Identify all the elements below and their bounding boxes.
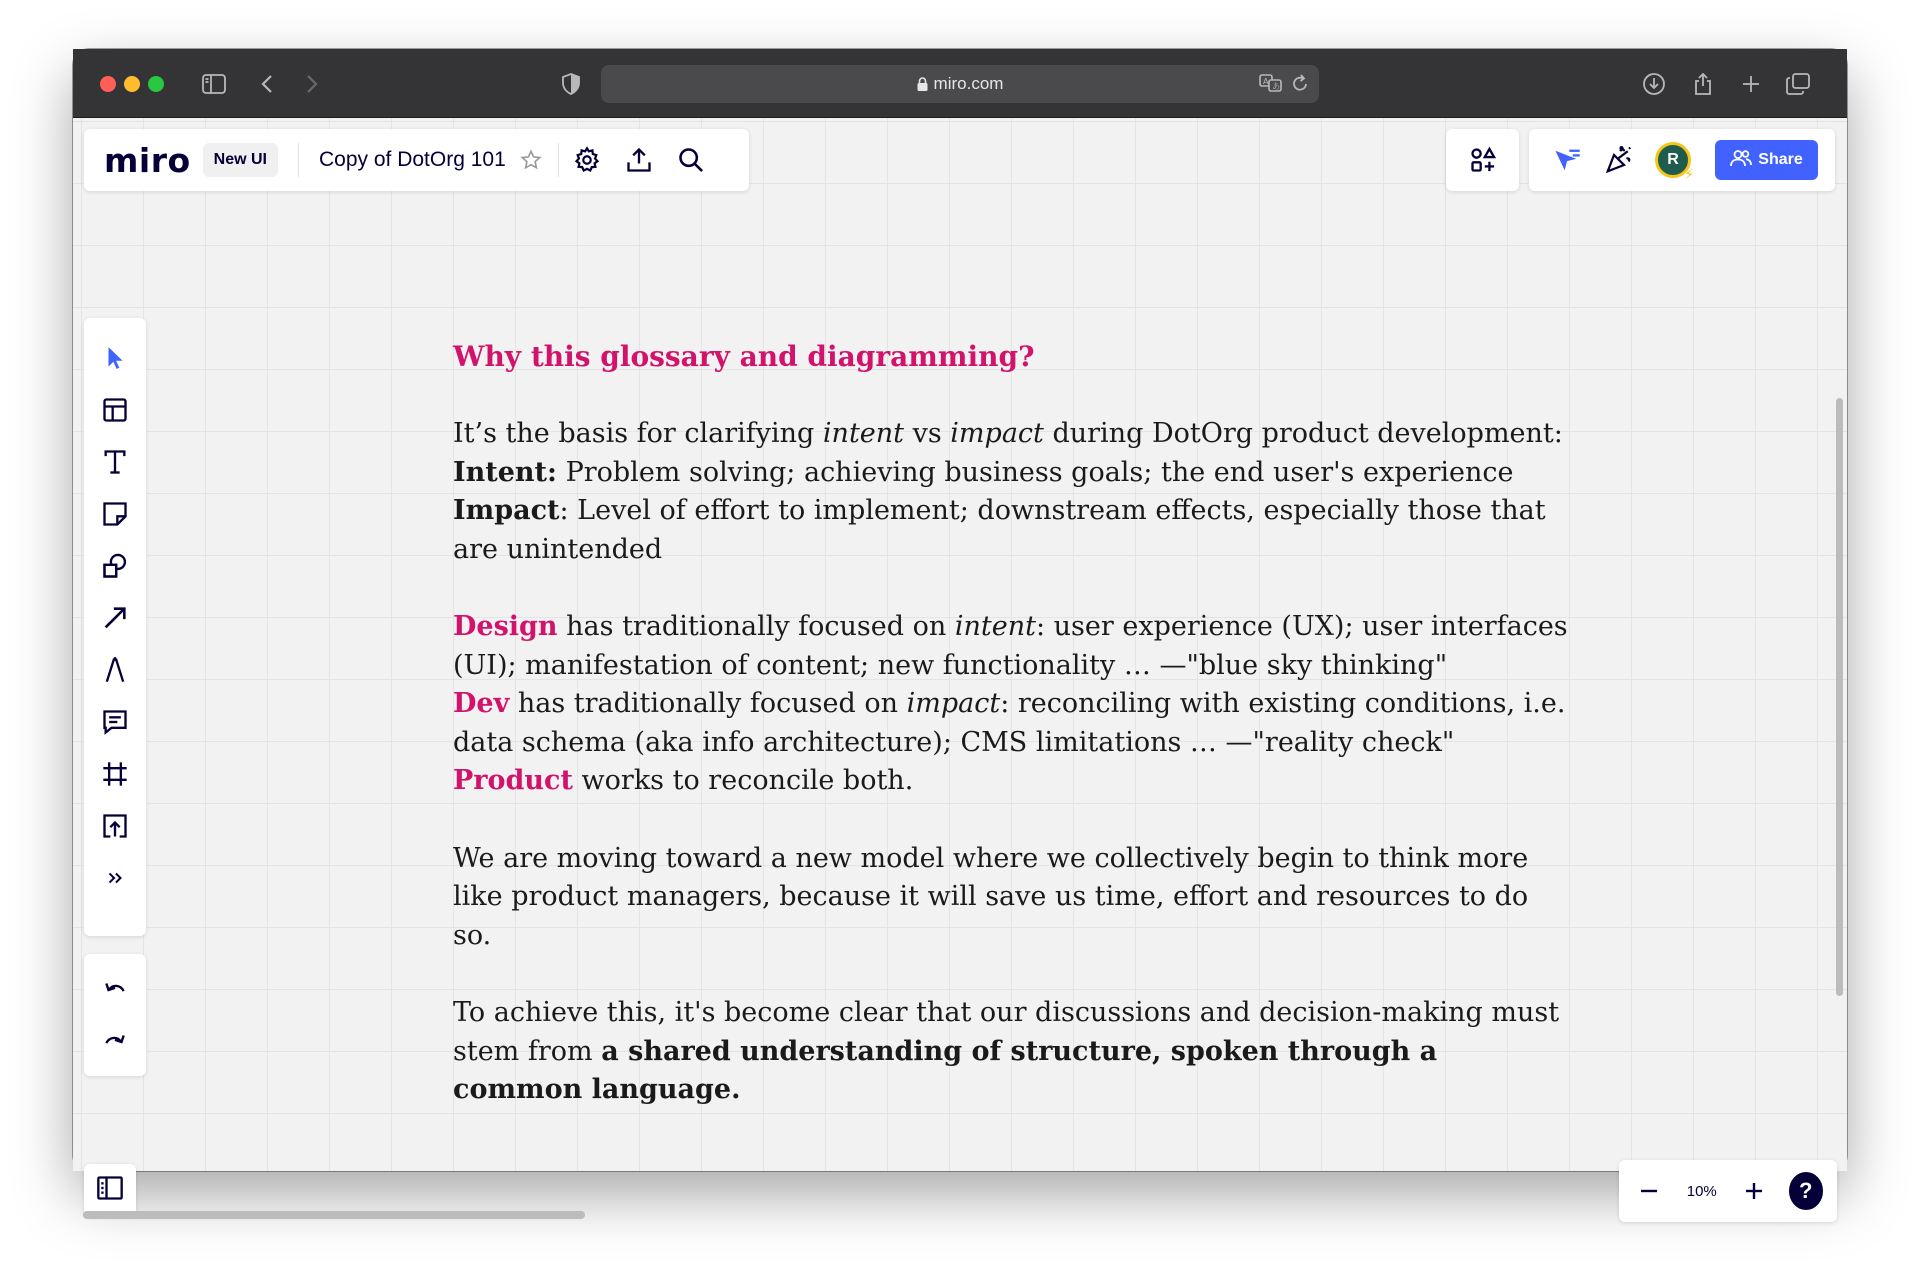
glossary-text-block[interactable] — [453, 338, 1573, 1149]
text-run: a shared understanding of structure, spoken through a common language. — [453, 1035, 1438, 1105]
text-run: impact — [950, 418, 1044, 449]
templates-icon[interactable] — [93, 388, 137, 432]
lock-icon — [917, 77, 928, 91]
settings-gear-icon[interactable] — [569, 142, 605, 178]
privacy-shield-icon[interactable] — [558, 71, 584, 97]
forward-icon[interactable] — [299, 71, 325, 97]
history-toolbar — [84, 954, 146, 1076]
shared-understanding-paragraph — [453, 994, 1573, 1110]
redo-icon[interactable] — [93, 1020, 137, 1064]
text-run: To achieve this, it's become clear that our discussions and decision-making must stem from — [453, 997, 1560, 1067]
select-cursor-icon[interactable] — [93, 336, 137, 380]
search-icon[interactable] — [673, 142, 709, 178]
svg-text:あ: あ — [1272, 82, 1280, 91]
text-run: intent — [954, 611, 1036, 642]
text-run: intent — [822, 418, 905, 449]
apps-shapes-icon[interactable] — [1465, 142, 1501, 178]
url-text: miro.com — [933, 74, 1004, 93]
text-run: vs — [904, 418, 951, 449]
undo-icon[interactable] — [93, 968, 137, 1012]
reload-icon[interactable] — [1291, 73, 1309, 98]
connection-line-icon[interactable] — [93, 596, 137, 640]
share-sheet-icon[interactable] — [1690, 71, 1716, 97]
minimize-window-button[interactable] — [124, 76, 140, 92]
downloads-icon[interactable] — [1641, 71, 1667, 97]
text-run: during DotOrg product development: — [1043, 418, 1563, 449]
cursor-follow-icon[interactable] — [1549, 142, 1585, 178]
back-icon[interactable] — [254, 71, 280, 97]
impact-label: Impact — [453, 495, 560, 526]
new-ui-badge[interactable]: New UI — [203, 143, 278, 177]
reactions-party-icon[interactable] — [1601, 142, 1637, 178]
upload-icon[interactable] — [93, 804, 137, 848]
new-tab-icon[interactable] — [1738, 71, 1764, 97]
roles-paragraph — [453, 608, 1573, 801]
share-label: Share — [1758, 151, 1803, 168]
product-label: Product — [453, 765, 573, 796]
text-tool-icon[interactable] — [93, 440, 137, 484]
dev-label: Dev — [453, 688, 510, 719]
avatar-initial: R — [1667, 151, 1679, 168]
board-canvas[interactable] — [73, 118, 1847, 1203]
board-title[interactable]: Copy of DotOrg 101 — [319, 148, 506, 171]
apps-panel — [1446, 129, 1519, 191]
frame-icon[interactable] — [93, 752, 137, 796]
translate-icon[interactable] — [1259, 73, 1283, 98]
text-run: : Level of effort to implement; downstream effects, especially those that are unintended — [453, 495, 1546, 565]
divider — [558, 143, 559, 177]
star-icon[interactable] — [520, 149, 542, 171]
browser-window — [73, 49, 1847, 1203]
help-button[interactable]: ? — [1789, 1172, 1823, 1210]
zoom-controls — [1619, 1160, 1837, 1222]
tab-overview-icon[interactable] — [1785, 71, 1811, 97]
shapes-icon[interactable] — [93, 544, 137, 588]
svg-text:A: A — [1263, 77, 1269, 86]
board-panel-toggle[interactable] — [84, 1164, 136, 1216]
text-run: has traditionally focused on — [509, 688, 907, 719]
text-run: : reconciling with existing conditions, i.e. data schema (aka info architecture); CMS limitations … —"reality check" — [453, 688, 1566, 758]
board-header-panel — [84, 129, 749, 191]
zoom-in-icon[interactable] — [1738, 1173, 1771, 1209]
intent-impact-paragraph — [453, 415, 1573, 569]
text-run: It’s the basis for clarifying — [453, 418, 823, 449]
close-window-button[interactable] — [100, 76, 116, 92]
zoom-level[interactable]: 10% — [1686, 1182, 1717, 1200]
share-button[interactable] — [1715, 140, 1818, 180]
text-run: Problem solving; achieving business goals; the end user's experience — [556, 456, 1514, 488]
text-run: works to reconcile both. — [572, 765, 914, 796]
browser-titlebar — [73, 49, 1847, 118]
user-avatar[interactable] — [1655, 142, 1694, 182]
text-run: : user experience (UX); user interfaces (UI); manifestation of content; new functionality … —"blue sky thinking" — [453, 611, 1568, 681]
sidebar-toggle-icon[interactable] — [201, 71, 227, 97]
miro-logo[interactable]: miro — [104, 140, 191, 180]
zoom-window-button[interactable] — [148, 76, 164, 92]
text-run: impact — [906, 688, 1001, 719]
address-bar[interactable] — [601, 65, 1319, 103]
new-model-paragraph: We are moving toward a new model where we collectively begin to think more like product managers, because it will save us time, effort and resources to do so. — [453, 842, 1529, 951]
comment-icon[interactable] — [93, 700, 137, 744]
design-label: Design — [453, 611, 558, 642]
divider — [298, 143, 299, 177]
collaboration-panel — [1529, 129, 1835, 191]
vertical-scrollbar[interactable] — [1836, 398, 1843, 996]
users-icon — [1730, 149, 1752, 172]
pen-icon[interactable] — [93, 648, 137, 692]
zoom-out-icon[interactable] — [1633, 1173, 1666, 1209]
more-tools-icon[interactable] — [93, 856, 137, 900]
upload-export-icon[interactable] — [621, 142, 657, 178]
section-heading: Why this glossary and diagramming? — [453, 340, 1035, 373]
sticky-note-icon[interactable] — [93, 492, 137, 536]
intent-label: Intent: — [453, 456, 557, 488]
horizontal-scrollbar[interactable] — [83, 1211, 585, 1219]
lightning-icon: ⚡ — [1684, 166, 1694, 182]
board-list-icon — [96, 1175, 124, 1206]
creation-toolbar — [84, 318, 146, 936]
text-run: has traditionally focused on — [557, 611, 955, 642]
